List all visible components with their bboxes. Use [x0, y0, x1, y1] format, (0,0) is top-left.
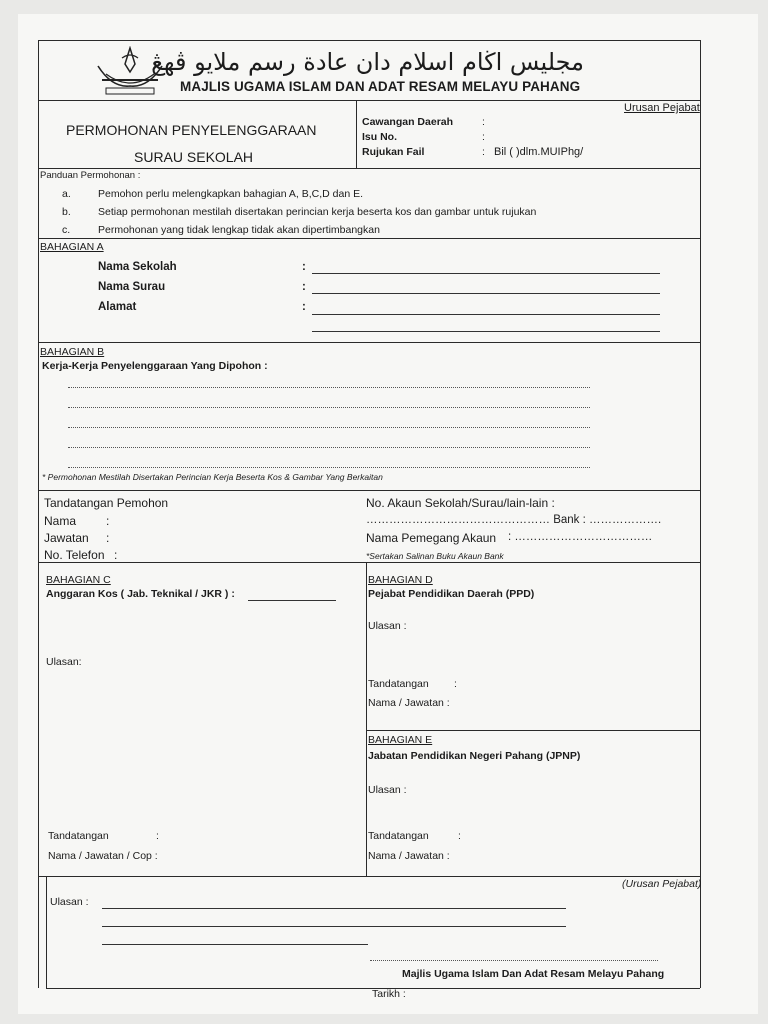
field-colon: :	[454, 678, 457, 690]
applicant-bottom-line	[38, 562, 700, 563]
work-line[interactable]	[68, 387, 590, 388]
section-b-heading: BAHAGIAN B	[40, 346, 105, 358]
field-colon: :	[302, 281, 306, 293]
surau-name-input[interactable]	[312, 293, 660, 294]
form-title-line2: SURAU SEKOLAH	[134, 149, 254, 165]
field-colon: :	[114, 548, 118, 562]
field-colon: :	[156, 830, 159, 842]
cost-estimate-label: Anggaran Kos ( Jab. Teknikal / JKR ) :	[46, 588, 235, 600]
address-label: Alamat	[98, 301, 137, 313]
field-label: Cawangan Daerah	[362, 116, 454, 128]
field-colon: :	[106, 531, 110, 545]
footer-office-use: (Urusan Pejabat)	[622, 878, 702, 890]
address-input-line1[interactable]	[312, 314, 660, 315]
section-e-remarks-label: Ulasan :	[368, 784, 407, 796]
cd-divider	[366, 562, 367, 876]
guide-bottom-line	[38, 238, 700, 239]
applicant-phone-label: No. Telefon	[44, 548, 105, 562]
header-divider	[38, 100, 700, 101]
guide-item: Pemohon perlu melengkapkan bahagian A, B,C,D dan E.	[98, 188, 364, 200]
field-colon: :	[458, 830, 461, 842]
field-label: Rujukan Fail	[362, 146, 425, 158]
footer-date-label: Tarikh :	[372, 988, 406, 1000]
work-line[interactable]	[68, 427, 590, 428]
form-page	[18, 14, 758, 1014]
bank-book-note: *Sertakan Salinan Buku Akaun Bank	[366, 551, 504, 561]
account-holder-input[interactable]: : ………………………………	[508, 531, 653, 543]
frame-top	[38, 40, 700, 41]
section-e-subheading: Jabatan Pendidikan Negeri Pahang (JPNP)	[368, 750, 581, 762]
arabic-title: مجليس اڬام اسلام دان عادة رسم ملايو ڤهڠ	[151, 48, 584, 76]
field-colon: :	[482, 146, 485, 158]
de-divider	[366, 730, 700, 731]
header-title: MAJLIS UGAMA ISLAM DAN ADAT RESAM MELAYU PAHANG	[180, 79, 581, 94]
guide-marker: b.	[62, 206, 71, 218]
section-e-name-position-label: Nama / Jawatan :	[368, 850, 450, 862]
surau-name-label: Nama Surau	[98, 281, 166, 293]
account-number-input[interactable]: ………………………………………… Bank : ……………….	[366, 514, 662, 526]
footer-left	[46, 876, 47, 988]
work-line[interactable]	[68, 467, 590, 468]
title-divider	[356, 100, 357, 168]
footer-remarks-line[interactable]	[102, 908, 566, 909]
section-e-signature-label: Tandatangan	[368, 830, 429, 842]
school-name-label: Nama Sekolah	[98, 261, 177, 273]
section-b-subheading: Kerja-Kerja Penyelenggaraan Yang Dipohon :	[42, 360, 268, 372]
guide-marker: a.	[62, 188, 71, 200]
applicant-position-label: Jawatan	[44, 531, 89, 545]
guide-marker: c.	[62, 224, 71, 236]
office-use-label: Urusan Pejabat	[624, 102, 700, 114]
section-d-name-position-label: Nama / Jawatan :	[368, 697, 450, 709]
field-label: Isu No.	[362, 131, 398, 143]
field-colon: :	[106, 514, 110, 528]
guide-item: Setiap permohonan mestilah disertakan perincian kerja beserta kos dan gambar untuk rujukan	[98, 206, 537, 218]
section-b-note: * Permohonan Mestilah Disertakan Perincian Kerja Beserta Kos & Gambar Yang Berkaitan	[42, 472, 383, 482]
section-d-signature-label: Tandatangan	[368, 678, 429, 690]
section-c-name-position-label: Nama / Jawatan / Cop :	[48, 850, 158, 862]
form-title-line1: PERMOHONAN PENYELENGGARAAN	[66, 122, 317, 138]
section-d-heading: BAHAGIAN D	[368, 574, 433, 586]
field-colon: :	[482, 116, 485, 128]
work-line[interactable]	[68, 407, 590, 408]
footer-remarks-line[interactable]	[102, 944, 368, 945]
footer-signatory: Majlis Ugama Islam Dan Adat Resam Melayu Pahang	[402, 968, 665, 980]
work-line[interactable]	[68, 447, 590, 448]
section-c-signature-label: Tandatangan	[48, 830, 109, 842]
section-c-remarks-label: Ulasan:	[46, 656, 82, 668]
section-d-remarks-label: Ulasan :	[368, 620, 407, 632]
address-input-line2[interactable]	[312, 331, 660, 332]
section-b-bottom-line	[38, 490, 700, 491]
guide-item: Permohonan yang tidak lengkap tidak akan dipertimbangkan	[98, 224, 380, 236]
account-holder-label: Nama Pemegang Akaun	[366, 531, 497, 545]
account-number-label: No. Akaun Sekolah/Surau/lain-lain :	[366, 496, 555, 510]
section-a-bottom-line	[38, 342, 700, 343]
reference-file-value[interactable]: Bil ( )dlm.MUIPhg/	[494, 146, 584, 158]
frame-right	[700, 40, 701, 988]
section-a-heading: BAHAGIAN A	[40, 241, 104, 253]
title-bottom-line	[38, 168, 700, 169]
section-d-subheading: Pejabat Pendidikan Daerah (PPD)	[368, 588, 535, 600]
section-ce-bottom-line	[38, 876, 700, 877]
frame-left	[38, 40, 39, 988]
field-colon: :	[482, 131, 485, 143]
applicant-signature-label: Tandatangan Pemohon	[44, 496, 169, 510]
applicant-name-label: Nama	[44, 514, 77, 528]
cost-estimate-input[interactable]	[248, 600, 336, 601]
footer-signature-line[interactable]	[370, 960, 658, 961]
footer-remarks-label: Ulasan :	[50, 896, 89, 908]
section-e-heading: BAHAGIAN E	[368, 734, 433, 746]
section-c-heading: BAHAGIAN C	[46, 574, 111, 586]
field-colon: :	[302, 301, 306, 313]
guide-heading: Panduan Permohonan :	[40, 170, 141, 181]
school-name-input[interactable]	[312, 273, 660, 274]
footer-remarks-line[interactable]	[102, 926, 566, 927]
field-colon: :	[302, 261, 306, 273]
